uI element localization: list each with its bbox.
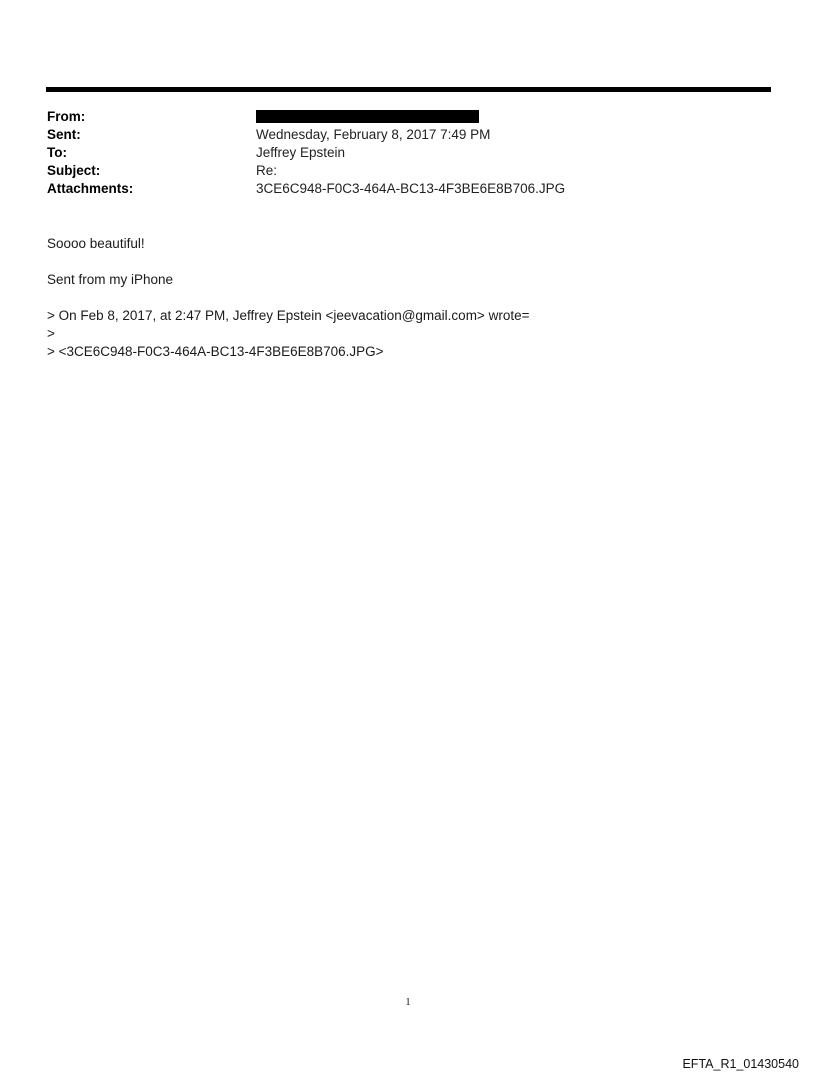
from-row [47,108,747,126]
email-header [47,108,747,198]
quoted-attachment: > <3CE6C948-F0C3-464A-BC13-4F3BE6E8B706.JPG> [47,344,384,359]
to-label: To: [47,145,67,160]
subject-row [47,162,747,180]
subject-label: Subject: [47,163,101,178]
quoted-blank: > [47,326,55,341]
attachments-label: Attachments: [47,181,134,196]
sent-row [47,126,747,144]
quoted-header: > On Feb 8, 2017, at 2:47 PM, Jeffrey Epstein <jeevacation@gmail.com> wrote= [47,308,530,323]
subject-value: Re: [256,163,278,178]
sent-label: Sent: [47,127,81,142]
signature-text: Sent from my iPhone [47,272,174,287]
to-row [47,144,747,162]
attachments-value: 3CE6C948-F0C3-464A-BC13-4F3BE6E8B706.JPG [256,181,566,196]
bates-number: EFTA_R1_01430540 [682,1057,799,1071]
to-value: Jeffrey Epstein [256,145,346,160]
redaction-box [256,110,479,123]
attachments-row [47,180,747,198]
email-body [47,235,767,361]
sent-value: Wednesday, February 8, 2017 7:49 PM [256,127,491,142]
page-number: 1 [405,996,411,1008]
header-divider [46,87,771,92]
message-text: Soooo beautiful! [47,236,145,251]
from-label: From: [47,109,86,124]
